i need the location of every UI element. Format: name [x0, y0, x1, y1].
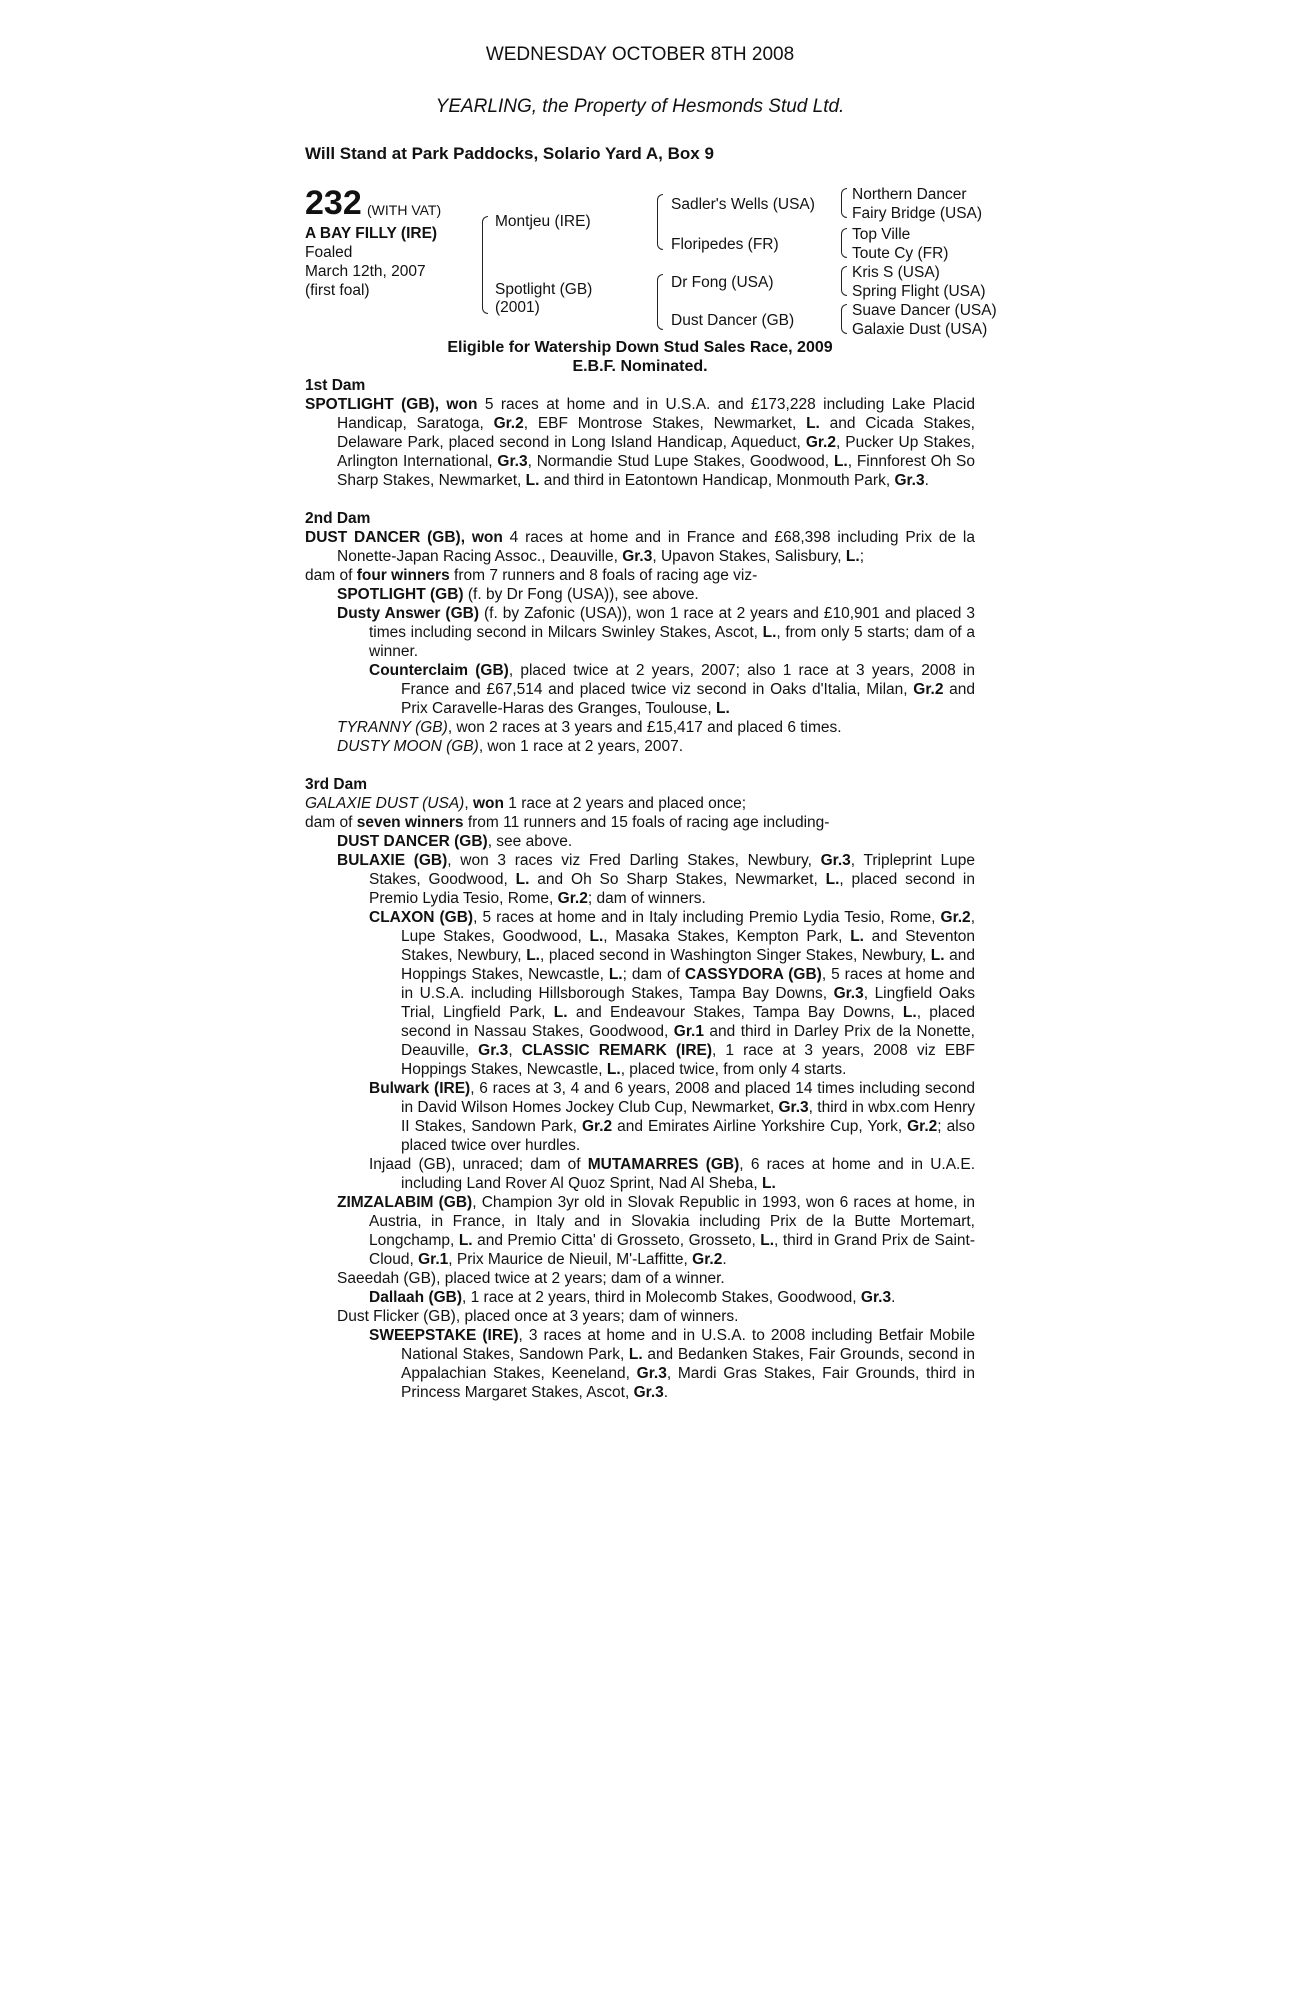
text-run: . — [663, 1384, 669, 1401]
text-run: and third in Eatontown Handicap, Monmouth Park, — [539, 472, 895, 489]
text-run: L. — [825, 871, 840, 888]
text-run: L. — [902, 1004, 917, 1021]
pedigree-dam-year: (2001) — [495, 299, 540, 316]
lot-name: A BAY FILLY (IRE) — [305, 225, 438, 242]
text-run: L. — [526, 947, 540, 964]
pedigree-g7: Suave Dancer (USA) — [852, 302, 997, 319]
text-run: Gr.3 — [778, 1099, 809, 1116]
text-run: , placed twice at 2 years, 2007; also 1 race at 3 years, 2008 in France and £67,514 and placed twice viz second in Oaks d'Italia, Milan, — [401, 662, 975, 698]
text-run: L. — [833, 453, 848, 470]
text-run: L. — [850, 928, 864, 945]
text-run: , won 2 races at 3 years and £15,417 and placed 6 times. — [447, 719, 842, 736]
text-run: ; — [859, 548, 865, 565]
pedigree-notes — [305, 376, 975, 1402]
text-run: , from only 5 starts; dam of a winner. — [369, 624, 975, 660]
third-dam-entry — [305, 1326, 975, 1402]
text-run: and Prix Caravelle-Haras des Granges, Toulouse, — [401, 681, 975, 717]
text-run: , 6 races at 3, 4 and 6 years, 2008 and placed 14 times including second in David Wilson Homes Jockey Club Cup, Newmarket, — [401, 1080, 976, 1116]
text-run: , third in wbx.com Henry II Stakes, Sandown Park, — [401, 1099, 975, 1135]
text-run: from 7 runners and 8 foals of racing age viz- — [449, 567, 758, 584]
text-run: Gr.3 — [478, 1042, 509, 1059]
text-run: , third in Grand Prix de Saint-Cloud, — [369, 1232, 975, 1268]
text-run: , — [508, 1042, 522, 1059]
text-run: L. — [930, 947, 945, 964]
text-run: seven winners — [356, 814, 464, 831]
third-dam-entry — [305, 1079, 975, 1155]
pedigree-g2: Fairy Bridge (USA) — [852, 205, 983, 222]
text-run: , Pucker Up Stakes, Arlington International, — [337, 434, 975, 470]
text-run: (f. by Dr Fong (USA)), see above. — [463, 586, 699, 603]
text-run: from 11 runners and 15 foals of racing age including- — [463, 814, 830, 831]
text-run: dam of — [305, 814, 357, 831]
text-run: , Lingfield Oaks Trial, Lingfield Park, — [401, 985, 975, 1021]
text-run: , Finnforest Oh So Sharp Stakes, Newmarket, — [337, 453, 976, 489]
second-dam-entry — [305, 566, 975, 585]
pedigree-sire-dam: Floripedes (FR) — [671, 236, 779, 253]
text-run: , 1 race at 2 years, third in Molecomb Stakes, Goodwood, — [462, 1289, 861, 1306]
text-run: , 5 races at home and in Italy including Premio Lydia Tesio, Rome, — [473, 909, 941, 926]
text-run: , Normandie Stud Lupe Stakes, Goodwood, — [527, 453, 834, 470]
text-run: L. — [760, 1232, 775, 1249]
text-run: and Endeavour Stakes, Tampa Bay Downs, — [567, 1004, 903, 1021]
stand-location: Will Stand at Park Paddocks, Solario Yard A, Box 9 — [305, 144, 714, 163]
brace-sire-dam — [482, 216, 488, 314]
brace-g-4 — [841, 304, 847, 334]
text-run: and Steventon Stakes, Newbury, — [401, 928, 975, 964]
text-run: , won 1 race at 2 years, 2007. — [478, 738, 684, 755]
second-dam-entry — [305, 737, 975, 756]
pedigree-dam: Spotlight (GB) — [495, 281, 593, 298]
text-run: Dust Flicker (GB), placed once at 3 years; dam of winners. — [337, 1308, 739, 1325]
second-dam-entry — [305, 661, 975, 718]
text-run: ; also placed twice over hurdles. — [401, 1118, 976, 1154]
text-run: Gr.3 — [833, 985, 864, 1002]
text-run: L. — [806, 415, 820, 432]
second-dam-entries — [305, 528, 975, 756]
second-dam-entry — [305, 604, 975, 661]
text-run: Gr.3 — [622, 548, 653, 565]
text-run: Gr.2 — [581, 1118, 613, 1135]
text-run: , Tripleprint Lupe Stakes, Goodwood, — [369, 852, 975, 888]
brace-sire-parents — [657, 194, 663, 250]
text-run: L. — [762, 624, 777, 641]
text-run: Gr.2 — [692, 1251, 723, 1268]
text-run: L. — [458, 1232, 473, 1249]
text-run: Dusty Answer (GB) — [337, 605, 480, 622]
text-run: TYRANNY (GB) — [337, 719, 448, 736]
text-run: and Premio Citta' di Grosseto, Grosseto, — [472, 1232, 761, 1249]
second-dam-entry — [305, 718, 975, 737]
text-run: CLAXON (GB) — [369, 909, 474, 926]
text-run: DUSTY MOON (GB) — [337, 738, 479, 755]
text-run: , 3 races at home and in U.S.A. to 2008 including Betfair Mobile National Stakes, Sandown Park, — [401, 1327, 975, 1363]
text-run: . — [891, 1289, 896, 1306]
third-dam-entry — [305, 851, 975, 908]
text-run: DUST DANCER (GB) — [337, 833, 488, 850]
vat-note: (WITH VAT) — [367, 202, 442, 218]
text-run: , 5 races at home and in U.S.A. including Hillsborough Stakes, Tampa Bay Downs, — [401, 966, 975, 1002]
pedigree-g4: Toute Cy (FR) — [852, 245, 949, 262]
text-run: (f. by Zafonic (USA)), won 1 race at 2 years and £10,901 and placed 3 times including second in Milcars Swinley Stakes, Ascot, — [369, 605, 976, 641]
text-run: Gr.2 — [913, 681, 944, 698]
text-run: 4 races at home and in France and £68,398 including Prix de la Nonette-Japan Racing Assoc., Deauville, — [337, 529, 975, 565]
pedigree-g3: Top Ville — [852, 226, 911, 243]
third-dam-entry — [305, 1288, 975, 1307]
first-dam-text — [305, 395, 975, 490]
text-run: Gr.3 — [860, 1289, 892, 1306]
text-run: SPOTLIGHT (GB), won — [305, 396, 478, 413]
text-run: and Oh So Sharp Stakes, Newmarket, — [529, 871, 826, 888]
text-run: , won 3 races viz Fred Darling Stakes, Newbury, — [447, 852, 821, 869]
brace-dam-parents — [657, 274, 663, 330]
text-run: SWEEPSTAKE (IRE) — [369, 1327, 519, 1344]
third-dam-entries — [305, 794, 975, 1402]
text-run: , Mardi Gras Stakes, Fair Grounds, third in Princess Margaret Stakes, Ascot, — [401, 1365, 975, 1401]
third-dam-entry — [305, 832, 975, 851]
second-dam-entry — [305, 528, 975, 566]
pedigree-g1: Northern Dancer — [852, 186, 967, 203]
pedigree-g6: Spring Flight (USA) — [852, 283, 986, 300]
text-run: CASSYDORA (GB) — [684, 966, 822, 983]
eligibility-race: Eligible for Watership Down Stud Sales Race, 2009 — [447, 339, 833, 356]
text-run: Injaad (GB), unraced; dam of — [369, 1156, 588, 1173]
text-run: Gr.3 — [497, 453, 528, 470]
pedigree-dam-sire: Dr Fong (USA) — [671, 274, 774, 291]
text-run: , Champion 3yr old in Slovak Republic in 1993, won 6 races at home, in Austria, in France, in Italy and in Slovakia including Prix de la Butte Mortemart, Longchamp, — [369, 1194, 975, 1249]
third-dam-entry — [305, 794, 975, 813]
third-dam-entry — [305, 1155, 975, 1193]
text-run: Gr.1 — [673, 1023, 704, 1040]
text-run: L. — [628, 1346, 643, 1363]
text-run: , placed second in Nassau Stakes, Goodwood, — [401, 1004, 975, 1040]
text-run: CLASSIC REMARK (IRE) — [521, 1042, 713, 1059]
text-run: Gr.3 — [894, 472, 925, 489]
foal-note: (first foal) — [305, 282, 370, 299]
text-run: 1 race at 2 years and placed once; — [503, 795, 747, 812]
foaled-date: March 12th, 2007 — [305, 263, 426, 280]
brace-g-3 — [841, 266, 847, 296]
text-run: L. — [606, 1061, 621, 1078]
text-run: SPOTLIGHT (GB) — [337, 586, 464, 603]
text-run: dam of — [305, 567, 357, 584]
text-run: L. — [762, 1175, 776, 1192]
text-run: , Lupe Stakes, Goodwood, — [401, 909, 975, 945]
text-run: BULAXIE (GB) — [337, 852, 448, 869]
second-dam-entry — [305, 585, 975, 604]
brace-g-2 — [841, 228, 847, 258]
text-run: ; dam of — [622, 966, 685, 983]
text-run: MUTAMARRES (GB) — [587, 1156, 740, 1173]
text-run: , Prix Maurice de Nieuil, M'-Laffitte, — [448, 1251, 693, 1268]
text-run: , 1 race at 3 years, 2008 viz EBF Hoppings Stakes, Newcastle, — [401, 1042, 975, 1078]
pedigree-g5: Kris S (USA) — [852, 264, 940, 281]
foaled-label: Foaled — [305, 244, 353, 261]
text-run: Dallaah (GB) — [369, 1289, 463, 1306]
text-run: . — [722, 1251, 727, 1268]
property-line: YEARLING, the Property of Hesmonds Stud Ltd. — [435, 96, 845, 117]
text-run: Counterclaim (GB) — [369, 662, 509, 679]
text-run: Gr.2 — [493, 415, 524, 432]
text-run: and Hoppings Stakes, Newcastle, — [401, 947, 975, 983]
text-run: and Emirates Airline Yorkshire Cup, York, — [612, 1118, 908, 1135]
text-run: four winners — [356, 567, 450, 584]
text-run: Gr.2 — [805, 434, 836, 451]
lot-info — [305, 224, 437, 300]
text-run: , 6 races at home and in U.A.E. including Land Rover Al Quoz Sprint, Nad Al Sheba, — [401, 1156, 976, 1192]
third-dam-entry — [305, 1307, 975, 1326]
text-run: Gr.3 — [636, 1365, 667, 1382]
first-dam-heading: 1st Dam — [305, 377, 366, 394]
text-run: and Bedanken Stakes, Fair Grounds, second in Appalachian Stakes, Keeneland, — [401, 1346, 975, 1382]
text-run: , placed second in Washington Singer Stakes, Newbury, — [539, 947, 931, 964]
text-run: DUST DANCER (GB), won — [305, 529, 503, 546]
text-run: L. — [845, 548, 860, 565]
third-dam-heading: 3rd Dam — [305, 776, 368, 793]
third-dam-entry — [305, 908, 975, 1079]
text-run: and third in Darley Prix de la Nonette, Deauville, — [401, 1023, 975, 1059]
text-run: , Masaka Stakes, Kempton Park, — [603, 928, 851, 945]
text-run: , placed second in Premio Lydia Tesio, Rome, — [369, 871, 975, 907]
second-dam-heading: 2nd Dam — [305, 510, 371, 527]
text-run: Saeedah (GB), placed twice at 2 years; dam of a winner. — [337, 1270, 725, 1287]
text-run: ZIMZALABIM (GB) — [337, 1194, 473, 1211]
ebf-nominated: E.B.F. Nominated. — [572, 358, 708, 375]
pedigree-g8: Galaxie Dust (USA) — [852, 321, 988, 338]
text-run: and Cicada Stakes, Delaware Park, placed second in Long Island Handicap, Aqueduct, — [337, 415, 975, 451]
text-run: 5 races at home and in U.S.A. and £173,228 including Lake Placid Handicap, Saratoga, — [337, 396, 975, 432]
third-dam-entry — [305, 1193, 975, 1269]
lot-number: 232 — [305, 184, 362, 222]
text-run: , Upavon Stakes, Salisbury, — [652, 548, 846, 565]
text-run: L. — [608, 966, 623, 983]
third-dam-entry — [305, 1269, 975, 1288]
text-run: L. — [589, 928, 604, 945]
pedigree-dam-dam: Dust Dancer (GB) — [671, 312, 795, 329]
pedigree-sire-sire: Sadler's Wells (USA) — [671, 196, 815, 213]
text-run: , see above. — [487, 833, 573, 850]
text-run: Bulwark (IRE) — [369, 1080, 471, 1097]
text-run: Gr.3 — [633, 1384, 664, 1401]
eligibility — [305, 338, 975, 376]
text-run: , placed twice, from only 4 starts. — [620, 1061, 847, 1078]
text-run: Gr.2 — [940, 909, 971, 926]
sale-date: WEDNESDAY OCTOBER 8TH 2008 — [485, 44, 795, 65]
pedigree-sire: Montjeu (IRE) — [495, 213, 591, 230]
brace-g-1 — [841, 188, 847, 218]
text-run: won — [472, 795, 504, 812]
text-run: GALAXIE DUST (USA) — [305, 795, 465, 812]
text-run: , — [464, 795, 473, 812]
text-run: L. — [716, 700, 730, 717]
text-run: . — [924, 472, 929, 489]
text-run: L. — [515, 871, 530, 888]
text-run: ; dam of winners. — [587, 890, 706, 907]
text-run: , EBF Montrose Stakes, Newmarket, — [523, 415, 807, 432]
third-dam-entry — [305, 813, 975, 832]
text-run: Gr.3 — [820, 852, 851, 869]
text-run: Gr.1 — [418, 1251, 449, 1268]
text-run: Gr.2 — [557, 890, 588, 907]
text-run: L. — [525, 472, 540, 489]
text-run: Gr.2 — [907, 1118, 938, 1135]
text-run: L. — [553, 1004, 568, 1021]
